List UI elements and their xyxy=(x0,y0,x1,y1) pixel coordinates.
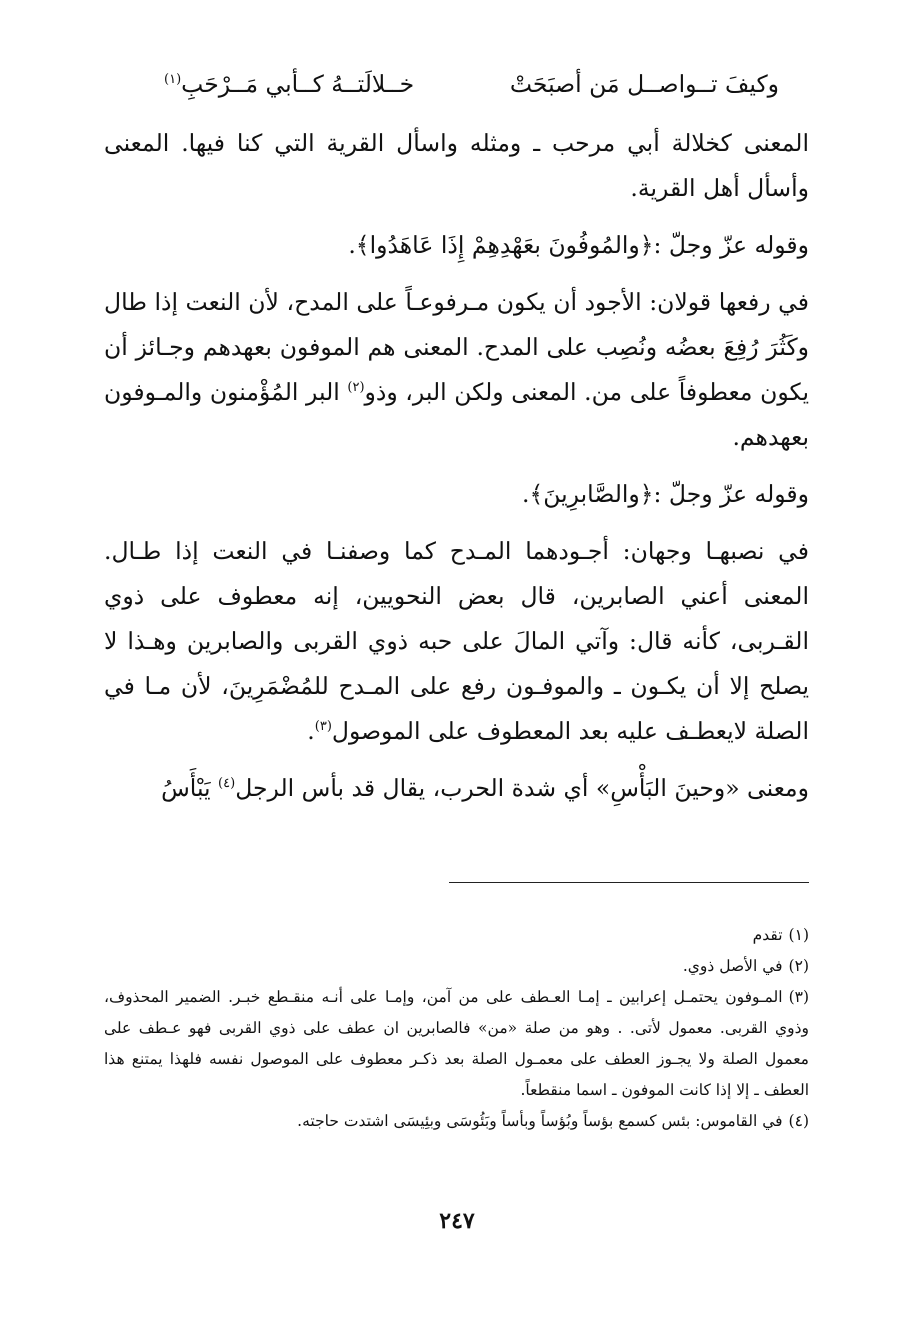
footnote-2 xyxy=(104,951,809,982)
footnote-ref-1[interactable]: (١) xyxy=(164,72,182,88)
footnote-ref-3[interactable]: (٣) xyxy=(314,719,332,735)
footnotes xyxy=(104,920,809,1137)
footnote-text: في القاموس: بئس كسمع بؤساً وبُؤساً وبأساً وبَئُوسَى وبئِيسَى اشتدت حاجته. xyxy=(297,1112,783,1130)
paragraph-1: المعنى كخلالة أبي مرحب ـ ومثله واسأل القرية التي كنا فيها. المعنى وأسأل أهل القرية. xyxy=(104,129,809,202)
footnote-number: (١) xyxy=(788,926,809,944)
footnote-text: تقدم xyxy=(752,926,783,944)
footnote-number: (٢) xyxy=(788,957,809,975)
verse-second-hemistich: خــلالَتــهُ كــأبي مَــرْحَبِ$^{(١)}$ xyxy=(164,70,415,98)
poetry-verse xyxy=(104,62,809,107)
paragraph-3: في رفعها قولان: الأجود أن يكون مـرفوعـاً على المدح، لأن النعت إذا طال وكَثُرَ رُفِعَ بعضُه ونُصِب على المدح. المعنى هم الموفون بعهدهم وجـائز أن يكون معطوفاً على من. المعنى ولكن البر، وذو$^{(٢)}$ البر المُؤْمنون والمـوفون بعهدهم. xyxy=(104,288,809,451)
paragraph-5: في نصبهـا وجهان: أجـودهما المـدح كما وصفنـا في النعت إذا طـال. المعنى أعني الصابرين، قال بعض النحويين، إنه معطوف على ذوي القـربى، كأنه قال: وآتي المالَ على حبه ذوي القربى والصابرين وهـذا لا يصلح إلا أن يكـون ـ والموفـون رفع على المـدح للمُضْمَرِينَ، لأن مـا في الصلة لايعطـف عليه بعد المعطوف على الموصول$^{(٣)}$. xyxy=(104,537,809,745)
footnote-ref-4[interactable]: (٤) xyxy=(218,776,236,792)
footnote-text: المـوفون يحتمـل إعرابين ـ إمـا العـطف على من آمن، وإمـا على أنـه منقـطع خبـر. الضمير المحذوف، وذوي القربى. معمول لأتى. . وهو من صلة «من» فالصابرين ان عطف على ذوي القربى فهو عـطف على معمول الصلة ولا يجـوز العطف على معمـول الصلة بعد ذكـر معطوف على الموصول نفسه فلهذا يمتنع هذا العطف ـ إلا إذا كانت الموفون ـ اسما منقطعاً. xyxy=(104,988,809,1099)
page-number: ٢٤٧ xyxy=(439,1208,475,1234)
main-text xyxy=(104,62,809,823)
paragraph-6: ومعنى «وحينَ البَأْسِ» أي شدة الحرب، يقال قد بأس الرجل$^{(٤)}$ يَبْأَسُ xyxy=(161,774,809,802)
footnote-text: في الأصل ذوي. xyxy=(682,957,783,975)
footnote-ref-2[interactable]: (٢) xyxy=(347,380,365,396)
paragraph-quran-1: وقوله عزّ وجلّ :﴿والمُوفُونَ بعَهْدِهِمْ إِذَا عَاهَدُوا﴾. xyxy=(348,231,809,259)
footnote-number: (٣) xyxy=(788,988,810,1006)
verse-first-hemistich: وكيفَ تــواصــل مَن أصبَحَتْ xyxy=(509,70,779,98)
footnote-separator xyxy=(449,882,809,883)
footnote-4 xyxy=(104,1106,809,1137)
footnote-1 xyxy=(104,920,809,951)
paragraph-quran-2: وقوله عزّ وجلّ :﴿والصَّابرِينَ﴾. xyxy=(522,480,809,508)
footnote-number: (٤) xyxy=(788,1112,809,1130)
footnote-3 xyxy=(104,982,809,1106)
